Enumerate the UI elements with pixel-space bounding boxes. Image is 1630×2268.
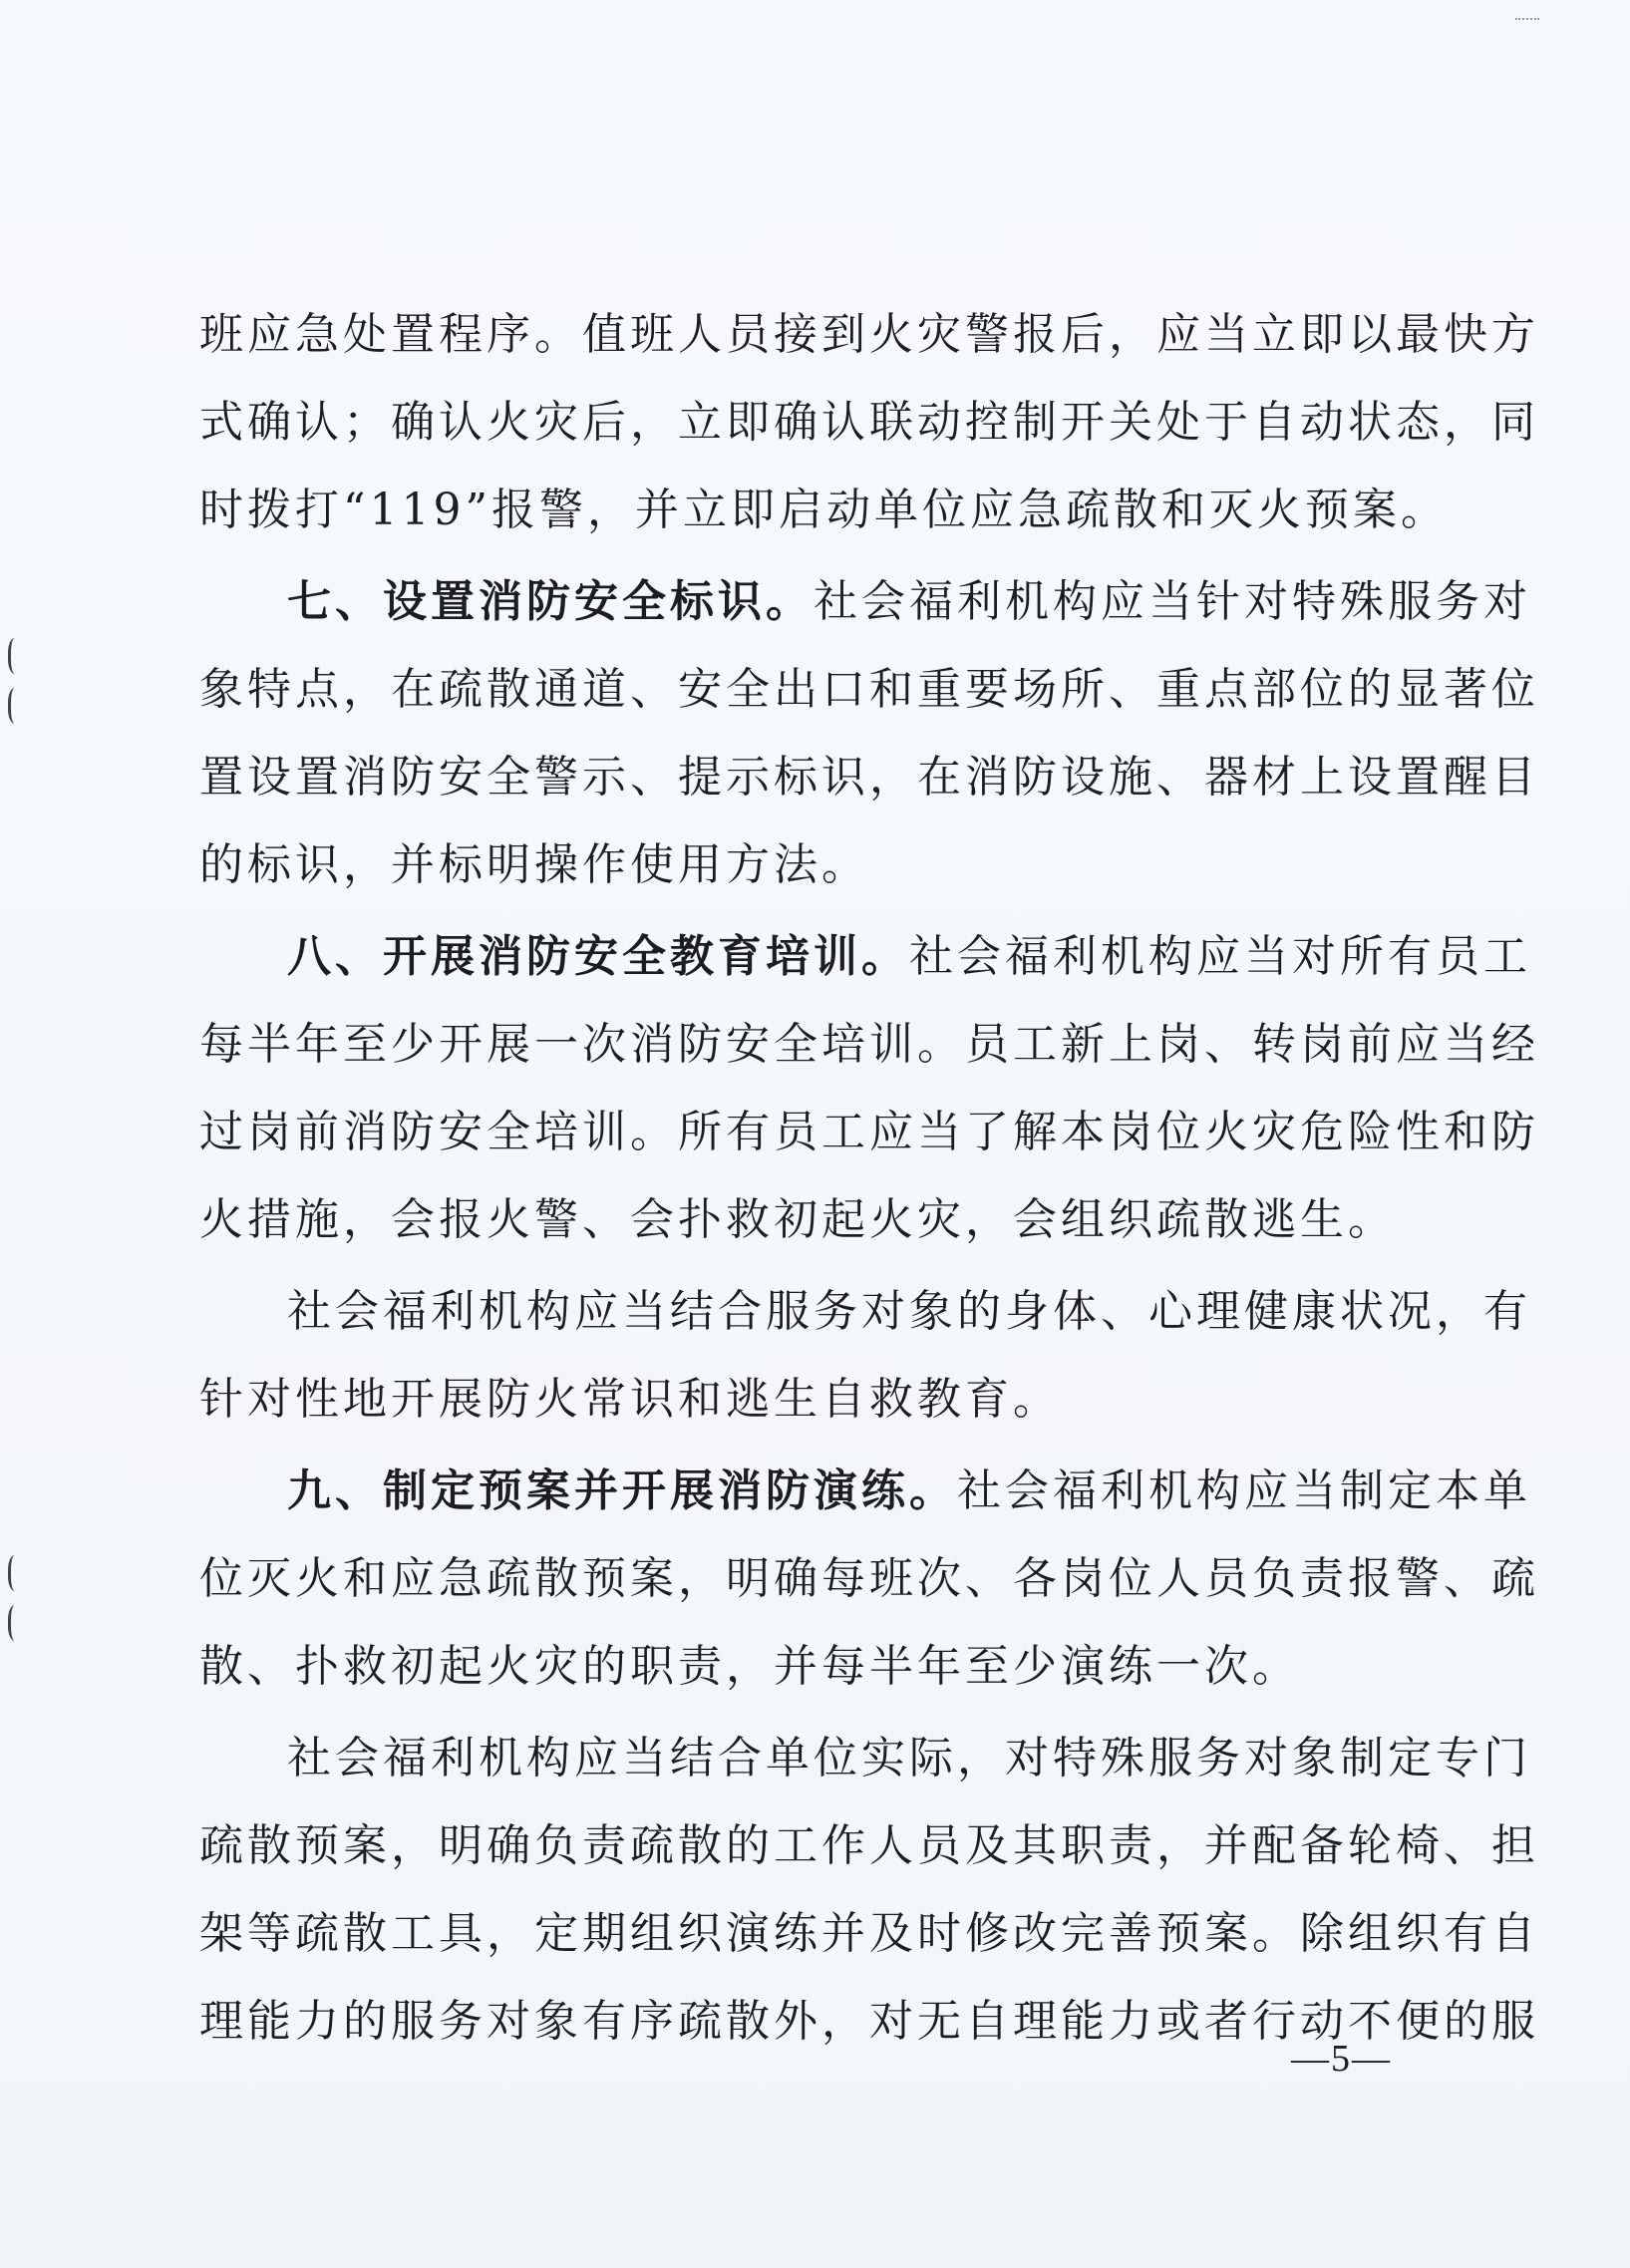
text-line	[199, 913, 1531, 1001]
text-line: 火措施，会报火警、会扑救初起火灾，会组织疏散逃生。	[199, 1194, 1396, 1245]
text-line: 位灭火和应急疏散预案，明确每班次、各岗位人员负责报警、疏	[199, 1553, 1539, 1604]
paragraph	[199, 291, 1539, 554]
text-run: 社会福利机构应当制定本单	[957, 1465, 1531, 1516]
text-line: 散、扑救初起火灾的职责，并每半年至少演练一次。	[199, 1641, 1300, 1692]
binding-hole-mark	[8, 1605, 25, 1641]
text-line	[199, 1448, 1531, 1535]
text-run: 社会福利机构应当对所有员工	[909, 931, 1531, 982]
text-line: 过岗前消防安全培训。所有员工应当了解本岗位火灾危险性和防	[199, 1107, 1539, 1157]
text-line	[199, 558, 1531, 646]
paragraph	[199, 913, 1539, 1264]
binding-hole-mark	[8, 638, 25, 674]
text-line: 针对性地开展防火常识和逃生自救教育。	[199, 1374, 1061, 1425]
text-line: 理能力的服务对象有序疏散外，对无自理能力或者行动不便的服	[199, 1996, 1539, 2047]
paragraph	[199, 1268, 1531, 1444]
section-heading: 七、设置消防安全标识。	[287, 576, 814, 627]
text-line: 每半年至少开展一次消防安全培训。员工新上岗、转岗前应当经	[199, 1019, 1539, 1070]
binding-hole-mark	[8, 1555, 25, 1591]
paragraph	[199, 558, 1539, 909]
text-line: 时拨打“119”报警，并立即启动单位应急疏散和灭火预案。	[199, 485, 1449, 535]
body-text	[199, 291, 1539, 2066]
paragraph	[199, 1448, 1539, 1711]
text-line: 式确认；确认火灾后，立即确认联动控制开关处于自动状态，同	[199, 397, 1539, 448]
section-heading: 八、开展消防安全教育培训。	[287, 931, 909, 982]
text-line: 架等疏散工具，定期组织演练并及时修改完善预案。除组织有自	[199, 1908, 1539, 1959]
text-line: 置设置消防安全警示、提示标识，在消防设施、器材上设置醒目	[199, 752, 1539, 803]
page-number: —5—	[1291, 2038, 1392, 2080]
text-line: 社会福利机构应当结合服务对象的身体、心理健康状况，有	[287, 1286, 1531, 1337]
paragraph	[199, 1715, 1539, 2066]
text-line: 疏散预案，明确负责疏散的工作人员及其职责，并配备轮椅、担	[199, 1820, 1539, 1871]
text-run: 社会福利机构应当针对特殊服务对	[814, 576, 1531, 627]
text-line: 的标识，并标明操作使用方法。	[199, 839, 869, 890]
scan-speck	[1515, 18, 1539, 34]
text-line: 班应急处置程序。值班人员接到火灾警报后，应当立即以最快方	[199, 309, 1539, 360]
text-line: 象特点，在疏散通道、安全出口和重要场所、重点部位的显著位	[199, 664, 1539, 715]
section-heading: 九、制定预案并开展消防演练。	[287, 1465, 957, 1516]
text-line: 社会福利机构应当结合单位实际，对特殊服务对象制定专门	[287, 1733, 1531, 1783]
binding-hole-mark	[8, 688, 25, 724]
